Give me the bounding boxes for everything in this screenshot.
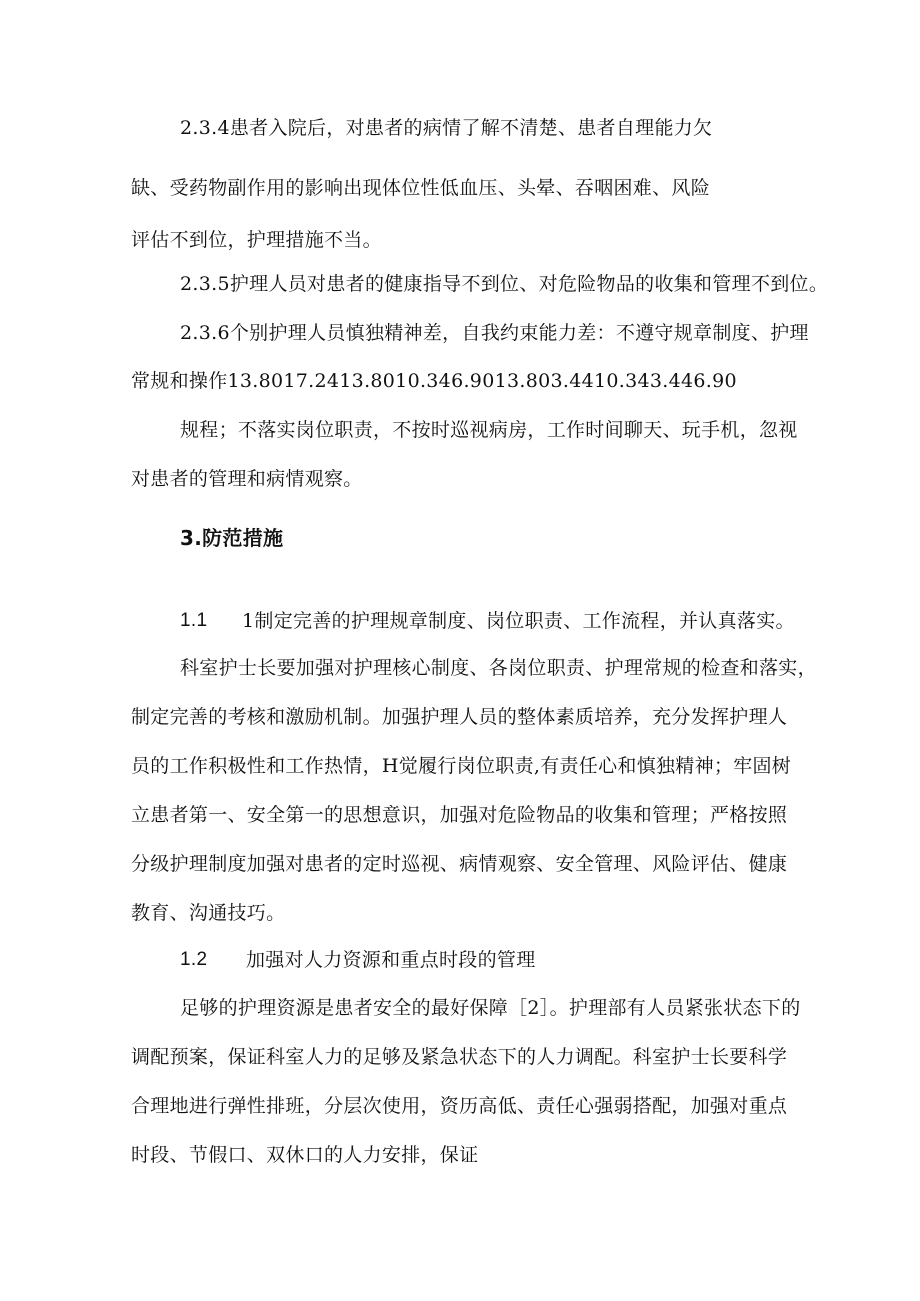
paragraph-2-3-4-line-3: 评估不到位，护理措施不当。 (131, 229, 382, 251)
paragraph-nurse-line-5: 分级护理制度加强对患者的定时巡视、病情观察、安全管理、风险评估、健康 (131, 853, 788, 875)
item-1-1-number: 1.1 (180, 610, 208, 631)
paragraph-2-3-4-line-1: 2.3.4患者入院后，对患者的病情了解不清楚、患者自理能力欠 (180, 117, 713, 139)
paragraph-2-3-6-line-1: 2.3.6个别护理人员慎独精神差，自我约束能力差：不遵守规章制度、护理 (180, 322, 809, 344)
paragraph-nurse-line-3: 员的工作积极性和工作热情，H觉履行岗位职责,有责任心和慎独精神；牢固树 (131, 755, 792, 777)
paragraph-rules-line-1: 规程；不落实岗位职责，不按时巡视病房，工作时间聊天、玩手机，忽视 (180, 419, 798, 441)
paragraph-rules-line-2: 对患者的管理和病情观察。 (131, 468, 363, 490)
item-1-2-number: 1.2 (180, 949, 208, 970)
paragraph-resources-line-2: 调配预案，保证科室人力的足够及紧急状态下的人力调配。科室护士长要科学 (131, 1046, 788, 1068)
paragraph-nurse-line-1: 科室护士长要加强对护理核心制度、各岗位职责、护理常规的检查和落实， (180, 657, 817, 679)
paragraph-2-3-4-line-2: 缺、受药物副作用的影响出现体位性低血压、头晕、吞咽困难、风险 (131, 177, 711, 199)
item-1-2-text: 加强对人力资源和重点时段的管理 (246, 949, 536, 971)
paragraph-resources-line-4: 时段、节假口、双休口的人力安排，保证 (131, 1144, 479, 1166)
paragraph-nurse-line-4: 立患者第一、安全第一的思想意识，加强对危险物品的收集和管理；严格按照 (131, 804, 788, 826)
paragraph-nurse-line-2: 制定完善的考核和激励机制。加强护理人员的整体素质培养，充分发挥护理人 (131, 706, 788, 728)
paragraph-2-3-6-line-2: 常规和操作13.8017.2413.8010.346.9013.803.4410.343.446.90 (131, 370, 737, 392)
paragraph-nurse-line-6: 教育、沟通技巧。 (131, 902, 286, 924)
paragraph-resources-line-1: 足够的护理资源是患者安全的最好保障［2］。护理部有人员紧张状态下的 (180, 997, 801, 1019)
paragraph-2-3-5: 2.3.5护理人员对患者的健康指导不到位、对危险物品的收集和管理不到位。 (180, 273, 829, 295)
item-1-1-text: 1制定完善的护理规章制度、岗位职责、工作流程，并认真落实。 (242, 610, 795, 632)
section-heading: 3.防范措施 (180, 526, 284, 550)
paragraph-resources-line-3: 合理地进行弹性排班，分层次使用，资历高低、责任心强弱搭配，加强对重点 (131, 1095, 788, 1117)
